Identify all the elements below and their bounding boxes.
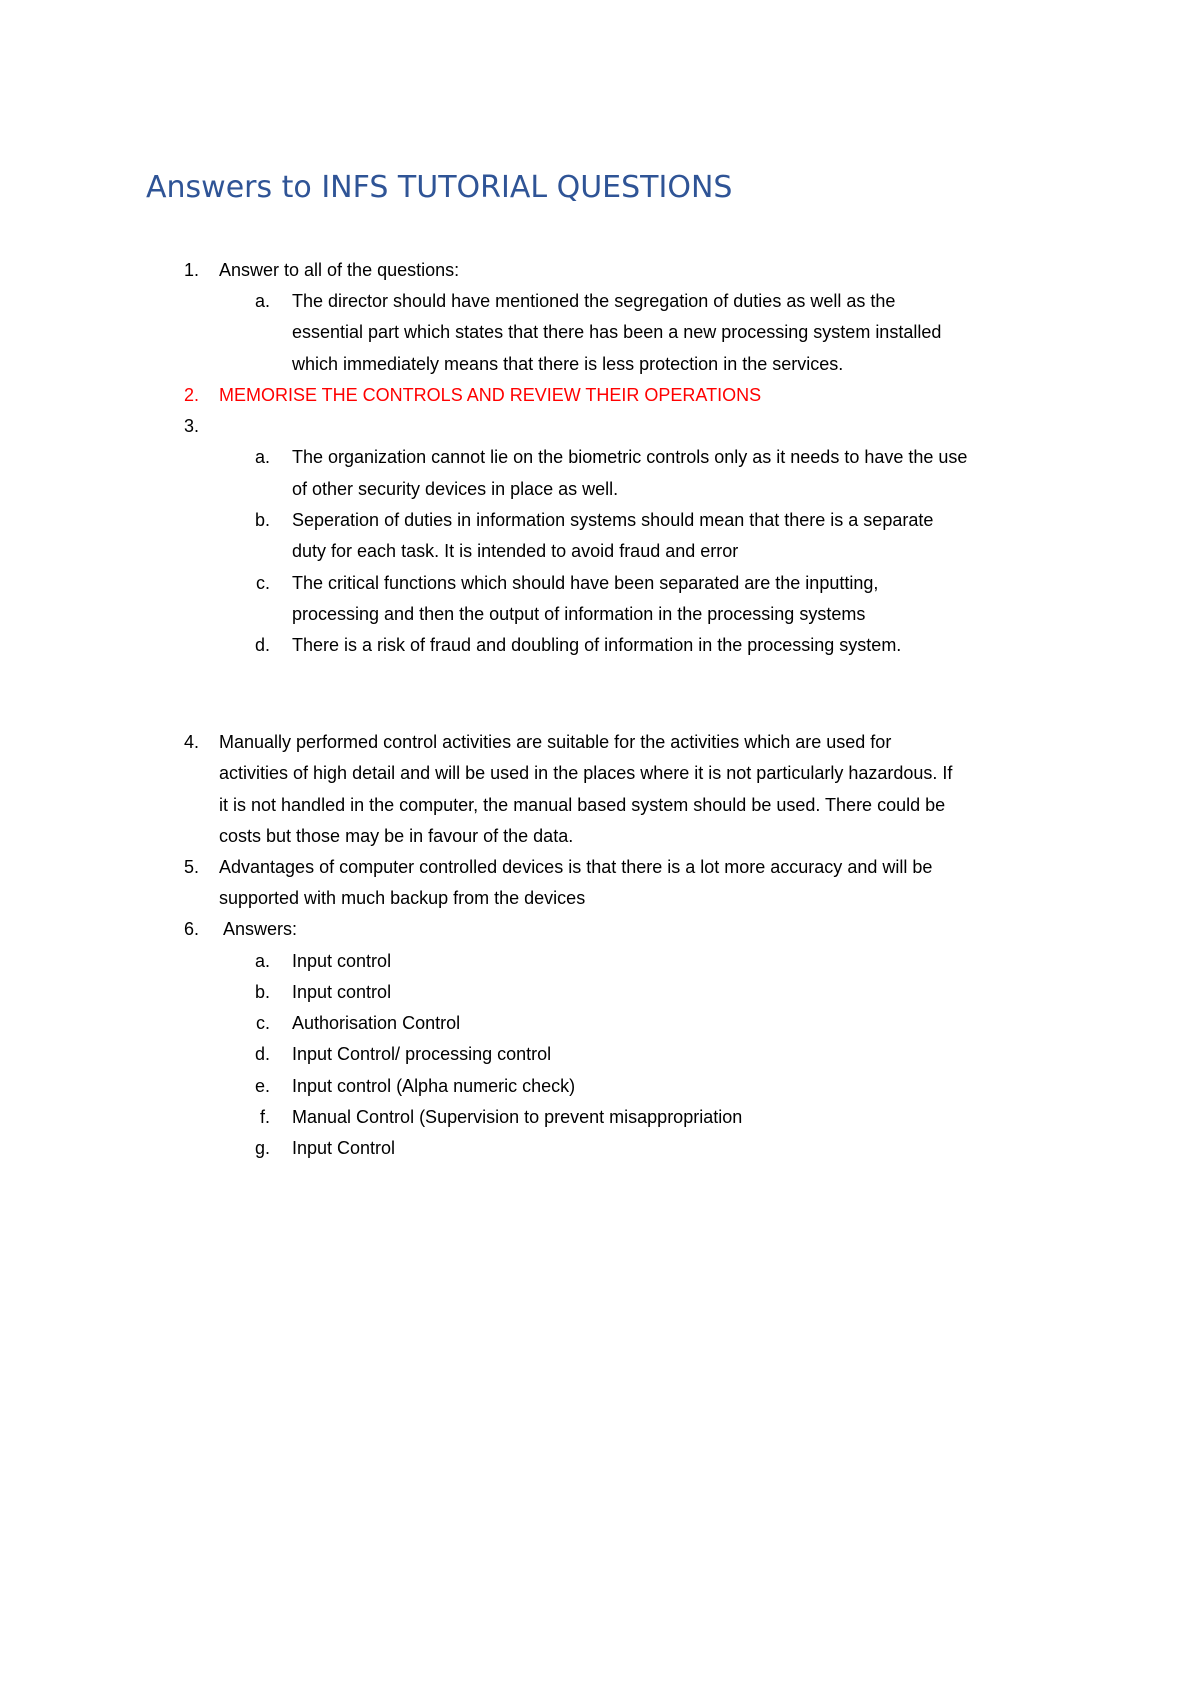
sub-item-letter: a. [254, 447, 270, 467]
item-text: activities of high detail and will be used in the places where it is not particularly hazardous. If [219, 763, 953, 783]
sub-item-text: of other security devices in place as well. [292, 479, 619, 499]
sub-item-letter: c. [255, 573, 270, 593]
document-title: Answers to INFS TUTORIAL QUESTIONS [146, 170, 733, 205]
item-text: Answer to all of the questions: [219, 260, 460, 280]
sub-item-text: Input control [292, 982, 392, 1002]
sub-item-letter: b. [254, 982, 270, 1002]
sub-item-letter: a. [254, 291, 270, 311]
sub-item-text: The critical functions which should have been separated are the inputting, [292, 573, 879, 593]
item-text: Advantages of computer controlled devices is that there is a lot more accuracy and will be [219, 857, 933, 877]
sub-item-letter: b. [254, 510, 270, 530]
item-text: Manually performed control activities are suitable for the activities which are used for [219, 732, 892, 752]
sub-item-text: processing and then the output of information in the processing systems [292, 604, 866, 624]
item-text: costs but those may be in favour of the data. [219, 826, 574, 846]
sub-item-text: The organization cannot lie on the biometric controls only as it needs to have the use [292, 447, 968, 467]
item-number: 6. [183, 919, 199, 939]
item-text: supported with much backup from the devices [219, 888, 586, 908]
sub-item-letter: f. [259, 1107, 270, 1127]
sub-item-letter: e. [254, 1076, 270, 1096]
sub-item-text: duty for each task. It is intended to avoid fraud and error [292, 541, 739, 561]
item-number: 2. [183, 385, 199, 405]
sub-item-text: Authorisation Control [292, 1013, 461, 1033]
sub-item-text: The director should have mentioned the segregation of duties as well as the [292, 291, 896, 311]
sub-item-text: Input Control/ processing control [292, 1044, 552, 1064]
item-number: 3. [183, 416, 199, 436]
sub-item-text: essential part which states that there has been a new processing system installed [292, 322, 942, 342]
item-text: MEMORISE THE CONTROLS AND REVIEW THEIR OPERATIONS [219, 385, 762, 405]
item-text: it is not handled in the computer, the manual based system should be used. There could be [219, 795, 946, 815]
item-text: Answers: [219, 919, 298, 939]
sub-item-letter: g. [254, 1138, 270, 1158]
sub-item-text: which immediately means that there is less protection in the services. [292, 354, 844, 374]
sub-item-letter: a. [254, 951, 270, 971]
sub-item-text: Input Control [292, 1138, 396, 1158]
sub-item-text: Input control [292, 951, 392, 971]
sub-item-text: There is a risk of fraud and doubling of information in the processing system. [292, 635, 902, 655]
item-number: 5. [183, 857, 199, 877]
sub-item-letter: d. [254, 635, 270, 655]
item-number: 4. [183, 732, 199, 752]
sub-item-text: Manual Control (Supervision to prevent misappropriation [292, 1107, 743, 1127]
sub-item-letter: c. [255, 1013, 270, 1033]
item-number: 1. [183, 260, 199, 280]
sub-item-letter: d. [254, 1044, 270, 1064]
sub-item-text: Seperation of duties in information systems should mean that there is a separate [292, 510, 934, 530]
sub-item-text: Input control (Alpha numeric check) [292, 1076, 576, 1096]
